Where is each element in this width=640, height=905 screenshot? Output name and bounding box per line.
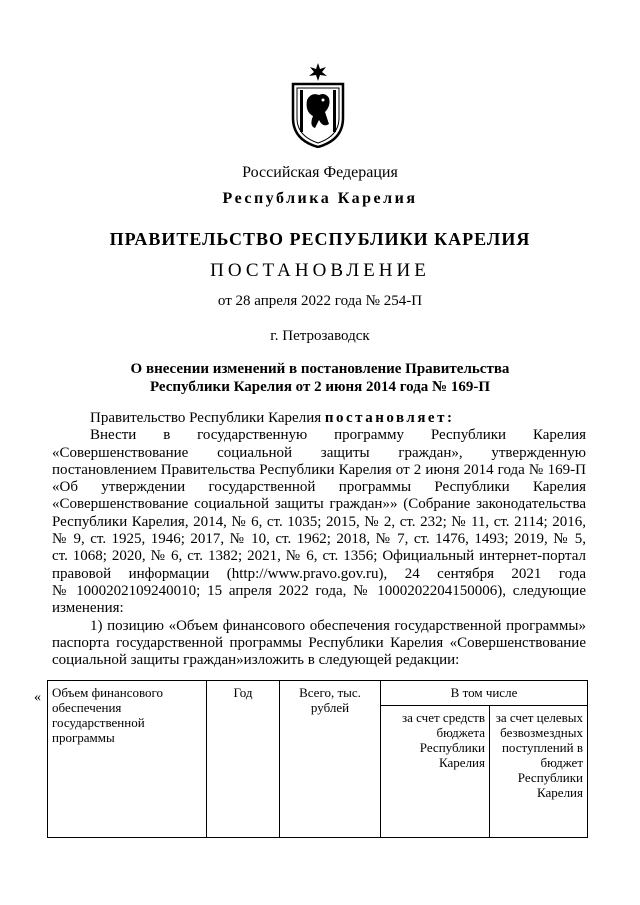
col-regional-budget: за счет средств бюджета Республики Карелия [381, 706, 490, 838]
paragraph-line: социальной защиты граждан»изложить в следующей редакции: [52, 652, 460, 669]
title-line-1: О внесении изменений в постановление Правительства [130, 361, 510, 377]
paragraph-line: ст. 1068; 2020, № 6, ст. 1382; 2021, № 6, ст. 1356; Официальный интернет-портал [52, 548, 586, 565]
col-total: Всего, тыс. рублей [280, 681, 381, 838]
decree-verb: постановляет: [324, 410, 455, 426]
paragraph-line: паспорта государственной программы Республики Карелия «Совершенствование [52, 634, 586, 651]
government-name: ПРАВИТЕЛЬСТВО РЕСПУБЛИКИ КАРЕЛИЯ [109, 229, 531, 249]
republic-name: Республика Карелия [222, 190, 418, 207]
document-type: ПОСТАНОВЛЕНИЕ [210, 260, 430, 281]
paragraph-line: «Совершенствование социальной защиты граждан», утвержденную [52, 444, 586, 461]
col-year: Год [207, 681, 280, 838]
paragraph-line: «Совершенствование социальной защиты граждан»» (Собрание законодательства [52, 496, 586, 513]
body-text [52, 410, 586, 669]
col-financing-volume: Объем финансового обеспечения государственной программы [48, 681, 207, 838]
paragraph-line: № 1000202109240010; 15 апреля 2022 года, № 1000202204150006), следующие [52, 582, 586, 599]
paragraph-line: Республики Карелия, 2014, № 6, ст. 1035; 2015, № 2, ст. 232; № 11, ст. 2114; 2016, [52, 513, 586, 530]
paragraph-line: правовой информации (http://www.pravo.gov.ru), 24 сентября 2021 года [52, 565, 586, 582]
decree-prefix: Правительство Республики Карелия [90, 410, 325, 426]
karelia-coat-of-arms-icon [289, 62, 347, 148]
country-name: Российская Федерация [242, 164, 398, 181]
paragraph-line: постановлением Правительства Республики Карелия от 2 июня 2014 года № 169-П [52, 461, 586, 478]
paragraph-line: «Об утверждении государственной программы Республики Карелия [52, 479, 586, 496]
paragraph-line: № 9, ст. 1925, 1946; 2017, № 10, ст. 1962; 2018, № 7, ст. 1476, 1493; 2019, № 5, [52, 531, 586, 548]
city: г. Петрозаводск [270, 328, 370, 344]
date-number: от 28 апреля 2022 года № 254-П [217, 293, 423, 309]
title-line-2: Республики Карелия от 2 июня 2014 года № 169-П [149, 379, 491, 395]
paragraph-line: Внести в государственную программу Республики Карелия [90, 427, 586, 444]
col-group-including: В том числе [381, 681, 588, 706]
financing-table [47, 680, 588, 838]
opening-quote: « [34, 690, 41, 705]
col-targeted-receipts: за счет целевых безвозмездных поступлений в бюджет Республики Карелия [490, 706, 588, 838]
paragraph-decree [52, 410, 586, 427]
paragraph-line: 1) позицию «Объем финансового обеспечения государственной программы» [90, 617, 586, 634]
document-title [0, 360, 640, 396]
paragraph-line: изменения: [52, 600, 124, 617]
